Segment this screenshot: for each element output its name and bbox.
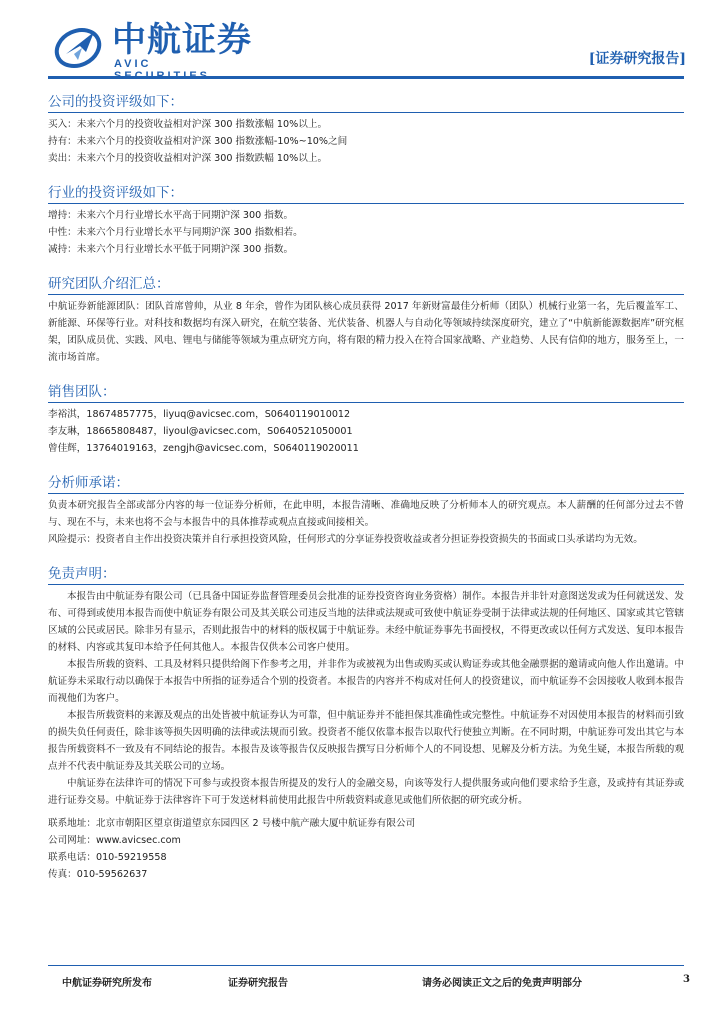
- footer-report-type: 证券研究报告: [228, 978, 288, 989]
- risk-warning: 风险提示：投资者自主作出投资决策并自行承担投资风险，任何形式的分享证券投资收益或者分担证券投资损失的书面或口头承诺均为无效。: [48, 534, 643, 545]
- disclaimer-paragraph: 中航证券在法律许可的情况下可参与或投资本报告所提及的发行人的金融交易，向该等发行人提供服务或向他们要求给予生意，及或持有其证券或进行证券交易。中航证券于法律容许下可于发送材料前使用此报告中所载资料或意见或他们所依据的研究或分析。: [48, 778, 684, 806]
- avic-logo: [52, 18, 252, 74]
- logo-chinese-name: 中航证券: [112, 20, 252, 60]
- disclaimer-paragraph: 本报告所载的资料、工具及材料只提供给阁下作参考之用，并非作为或被视为出售或购买或认购证券或其他金融票据的邀请或向他人作出邀请。中航证券未采取行动以确保于本报告中所指的证券适合个别的投资者。本报告的内容并不构成对任何人的投资建议，而中航证券不会因接收人收到本报告而视他们为客户。: [48, 659, 684, 704]
- page-number: 3: [683, 974, 690, 985]
- sales-contact-2: 李友琳，18665808487，liyoul@avicsec.com，S0640521050001: [48, 426, 353, 437]
- logo-english-name: AVIC: [114, 58, 152, 70]
- disclaimer-paragraph: 本报告由中航证券有限公司（已具备中国证券监督管理委员会批准的证券投资咨询业务资格）制作。本报告并非针对意图送发或为任何就送发、发布、可得到或使用本报告而使中航证券有限公司及其关联公司违反当地的法律或法规或可致使中航证券受制于法律或法规的任何地区、国家或其它管辖区域的公民或居民。除非另有显示，否则此报告中的材料的版权属于中航证券。未经中航证券事先书面授权，不得更改或以任何方式发送、复印本报告的材料、内容或其复印本给予任何其他人。本报告仅供本公司客户使用。: [48, 591, 684, 653]
- contact-phone: 联系电话：010-59219558: [48, 852, 167, 863]
- sales-title: 销售团队：: [48, 380, 684, 403]
- contact-address: 联系地址：北京市朝阳区望京街道望京东园四区 2 号楼中航产融大厦中航证券有限公司: [48, 818, 416, 829]
- footer-publisher: 中航证券研究所发布: [62, 978, 152, 989]
- contact-website: 公司网址：www.avicsec.com: [48, 835, 181, 846]
- page-footer: [48, 965, 690, 996]
- sales-contact-3: 曾佳辉，13764019163，zengjh@avicsec.com，S0640119020011: [48, 443, 359, 454]
- company-rating-buy: 买入：未来六个月的投资收益相对沪深 300 指数涨幅 10%以上。: [48, 119, 328, 130]
- team-description: 中航证券新能源团队：团队首席曾帅，从业 8 年余，曾作为团队核心成员获得 2017 年新财富最佳分析师（团队）机械行业第一名，先后覆盖军工、新能源、环保等行业。对科技和数据均有深入研究，在航空装备、光伏装备、机器人与自动化等领域持续深度研究，建立了“中航新能源数据库”研究框架，团队成员优、实践、风电、锂电与储能等领域为重点研究方向，将有限的精力投入在符合国家战略、产业趋势、人民有信仰的地方，服务至上，一流市场首席。: [48, 301, 684, 363]
- disclaimer-title: 免责声明：: [48, 562, 684, 585]
- industry-rating-title: 行业的投资评级如下：: [48, 181, 684, 204]
- industry-rating-underweight: 减持：未来六个月行业增长水平低于同期沪深 300 指数。: [48, 244, 294, 255]
- industry-rating-neutral: 中性：未来六个月行业增长水平与同期沪深 300 指数相若。: [48, 227, 303, 238]
- industry-rating-overweight: 增持：未来六个月行业增长水平高于同期沪深 300 指数。: [48, 210, 294, 221]
- page-header: [0, 0, 724, 88]
- company-rating-sell: 卖出：未来六个月的投资收益相对沪深 300 指数跌幅 10%以上。: [48, 153, 328, 164]
- avic-emblem-icon: [52, 18, 108, 74]
- disclaimer-paragraph: 本报告所载资料的来源及观点的出处皆被中航证券认为可靠，但中航证券并不能担保其准确性或完整性。中航证券不对因使用本报告的材料而引致的损失负任何责任，除非该等损失因明确的法律或法规而引致。投资者不能仅依靠本报告以取代行使独立判断。在不同时期，中航证券可发出其它与本报告所载资料不一致及有不同结论的报告。本报告及该等报告仅反映报告撰写日分析师个人的不同设想、见解及分析方法。为免生疑，本报告所载的观点并不代表中航证券及其关联公司的立场。: [48, 710, 684, 772]
- analyst-promise-title: 分析师承诺：: [48, 471, 684, 494]
- analyst-promise-text: 负责本研究报告全部或部分内容的每一位证券分析师，在此申明，本报告清晰、准确地反映了分析师本人的研究观点。本人薪酬的任何部分过去不曾与、现在不与，未来也将不会与本报告中的具体推荐或观点直接或间接相关。: [48, 500, 684, 528]
- main-content: [48, 82, 684, 883]
- contact-fax: 传真：010-59562637: [48, 869, 148, 880]
- team-title: 研究团队介绍汇总：: [48, 272, 684, 295]
- header-divider: [48, 76, 684, 79]
- sales-contact-1: 李裕淇，18674857775，liyuq@avicsec.com，S0640119010012: [48, 409, 351, 420]
- company-rating-title: 公司的投资评级如下：: [48, 90, 684, 113]
- report-type-tag: [证券研究报告]: [588, 51, 686, 67]
- company-rating-hold: 持有：未来六个月的投资收益相对沪深 300 指数涨幅-10%~10%之间: [48, 136, 348, 147]
- footer-disclaimer-notice: 请务必阅读正文之后的免责声明部分: [422, 978, 582, 989]
